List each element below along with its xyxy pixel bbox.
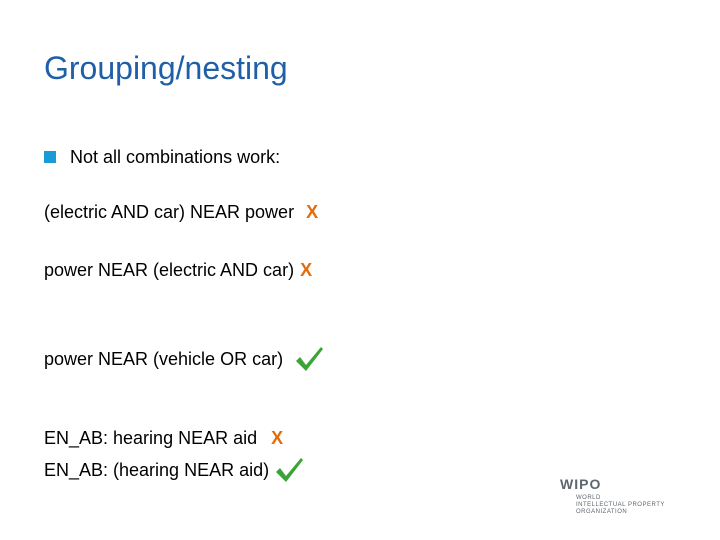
example-line-4 [44,426,283,450]
slide-title: Grouping/nesting [44,50,288,86]
logo-line-1: WORLD [576,495,601,501]
example-line-2 [44,258,312,282]
example-text: EN_AB: hearing NEAR aid [44,428,258,448]
example-line-3 [44,344,325,374]
cross-mark: X [271,428,284,448]
example-text: power NEAR (electric AND car) [44,260,295,280]
example-line-5 [44,455,305,485]
check-icon [293,344,325,374]
logo-line-2: INTELLECTUAL PROPERTY [576,502,665,508]
example-text: power NEAR (vehicle OR car) [44,349,284,369]
bullet-text: Not all combinations work: [70,147,281,167]
logo-main-text: WIPO [560,476,602,492]
cross-mark: X [300,260,313,280]
check-icon [273,455,305,485]
example-line-1 [44,200,318,224]
bullet-square-icon [44,151,56,163]
wipo-logo [560,476,692,516]
example-text: (electric AND car) NEAR power [44,202,295,222]
example-text: EN_AB: (hearing NEAR aid) [44,460,270,480]
logo-line-3: ORGANIZATION [576,509,628,515]
bullet-item [44,145,280,169]
cross-mark: X [306,202,319,222]
